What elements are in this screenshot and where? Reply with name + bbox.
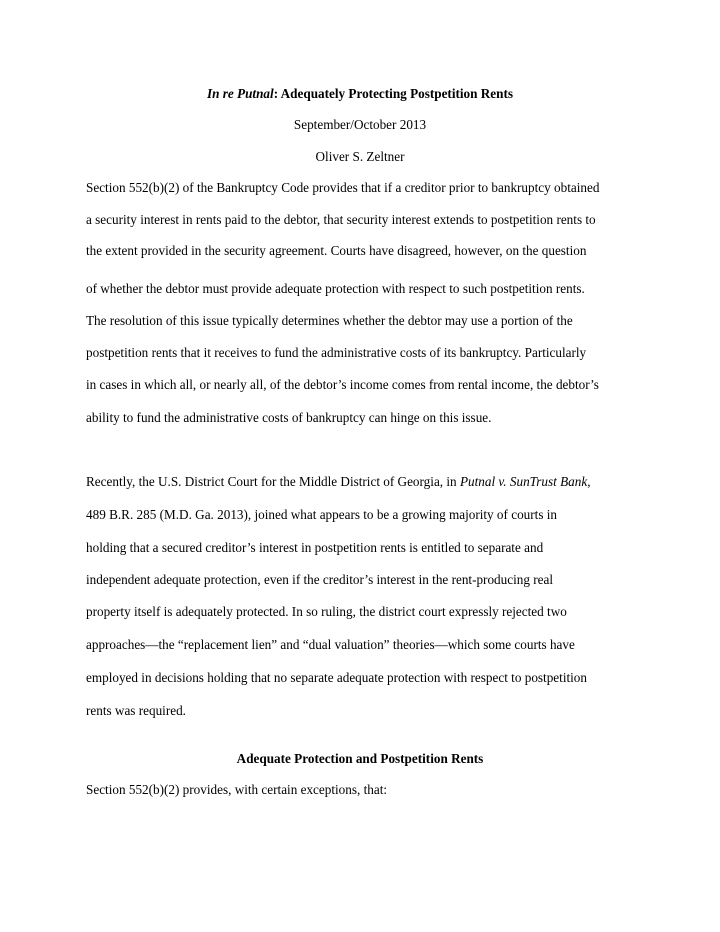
paragraph-3: Section 552(b)(2) provides, with certain exceptions, that: [86, 782, 388, 797]
paragraph-line: The resolution of this issue typically determines whether the debtor may use a portion of the [86, 313, 573, 328]
case-citation: Putnal v. SunTrust Bank [459, 474, 588, 489]
paragraph-line: independent adequate protection, even if the creditor’s interest in the rent-producing real [86, 572, 553, 587]
paragraph-line: of whether the debtor must provide adequate protection with respect to such postpetition rents. [86, 281, 585, 296]
document-author: Oliver S. Zeltner [315, 149, 405, 164]
paragraph-line: ability to fund the administrative costs of bankruptcy can hinge on this issue. [86, 410, 492, 425]
document-title [0, 86, 720, 102]
section-heading: Adequate Protection and Postpetition Rents [236, 751, 484, 766]
paragraph-line: the extent provided in the security agreement. Courts have disagreed, however, on the question [86, 243, 587, 258]
title-subtitle: : Adequately Protecting Postpetition Rents [273, 86, 513, 101]
paragraph-line: 489 B.R. 285 (M.D. Ga. 2013), joined what appears to be a growing majority of courts in [86, 507, 558, 522]
paragraph-line: Section 552(b)(2) of the Bankruptcy Code provides that if a creditor prior to bankruptcy obtained [86, 180, 600, 195]
line-text: , [587, 474, 591, 489]
paragraph-line: approaches—the “replacement lien” and “dual valuation” theories—which some courts have [86, 637, 575, 652]
title-case-name: In re Putnal [206, 86, 274, 101]
paragraph-line [86, 474, 590, 490]
paragraph-line: postpetition rents that it receives to fund the administrative costs of its bankruptcy. Particularly [86, 345, 587, 360]
paragraph-line: rents was required. [86, 703, 186, 718]
paragraph-line: in cases in which all, or nearly all, of the debtor’s income comes from rental income, the debtor’s [86, 377, 599, 392]
paragraph-line: a security interest in rents paid to the debtor, that security interest extends to postpetition rents to [86, 212, 596, 227]
document-date: September/October 2013 [293, 117, 427, 132]
paragraph-line: property itself is adequately protected. In so ruling, the district court expressly rejected two [86, 604, 567, 619]
paragraph-line: employed in decisions holding that no separate adequate protection with respect to postpetition [86, 670, 587, 685]
paragraph-line: holding that a secured creditor’s interest in postpetition rents is entitled to separate and [86, 540, 544, 555]
line-text: Recently, the U.S. District Court for the Middle District of Georgia, in [86, 474, 460, 489]
